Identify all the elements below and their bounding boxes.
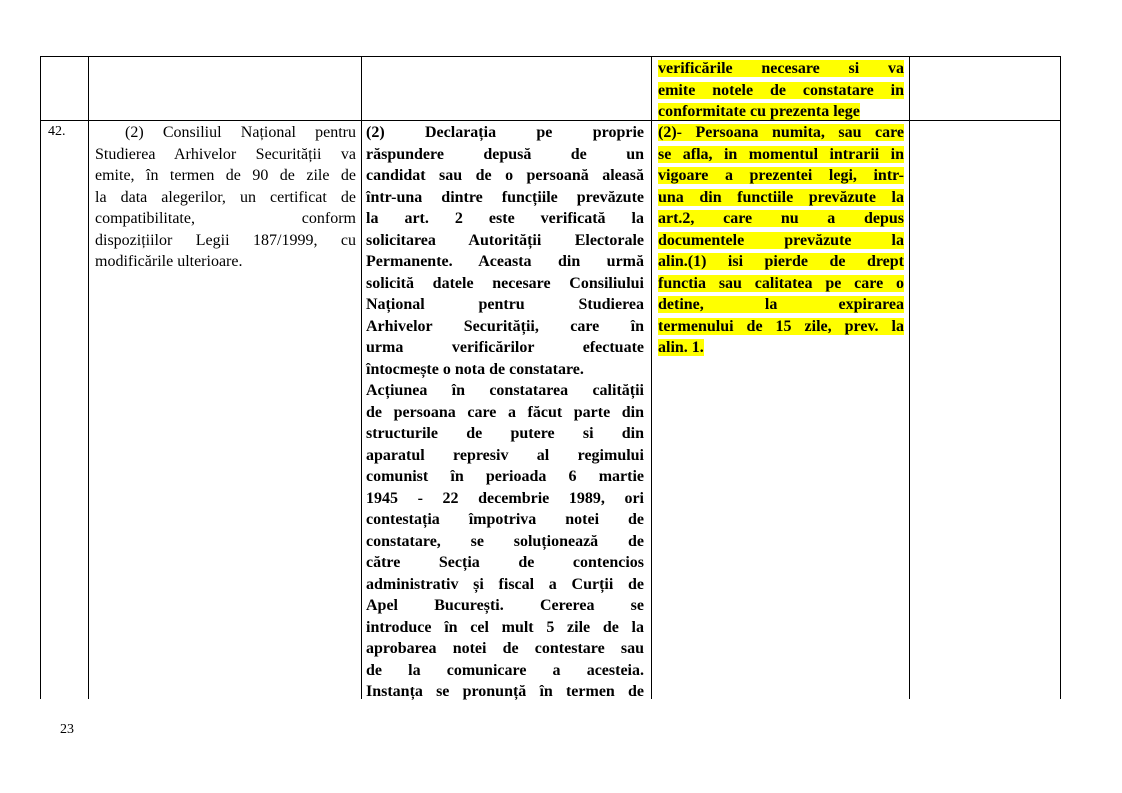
text-line: solicită datele necesare Consiliului bbox=[366, 274, 644, 292]
text-line: Instanța se pronunță în termen de bbox=[366, 683, 644, 700]
text-line: Permanente. Aceasta din urmă bbox=[366, 253, 644, 270]
text-line: contestația împotriva notei de bbox=[366, 511, 644, 528]
text-line: dispozițiilor Legii 187/1999, cu bbox=[95, 231, 356, 249]
text-line: conformitate cu prezenta lege bbox=[658, 103, 860, 120]
text-line: către Secția de contencios bbox=[366, 554, 644, 571]
text-line: se afla, in momentul intrarii in bbox=[658, 145, 904, 163]
text-line: solicitarea Autorității Electorale bbox=[366, 231, 644, 249]
text-line: la data alegerilor, un certificat de bbox=[95, 188, 356, 206]
text-line: emite notele de constatare in bbox=[658, 81, 904, 99]
text-line: alin.(1) isi pierde de drept bbox=[658, 253, 904, 270]
text-line: emite, în termen de 90 de zile de bbox=[95, 167, 356, 184]
text-line: întocmește o nota de constatare. bbox=[366, 360, 584, 378]
table-left-border bbox=[40, 56, 41, 699]
text-line: documentele prevăzute la bbox=[658, 231, 904, 249]
current-law-text bbox=[95, 122, 356, 273]
column-divider-3 bbox=[651, 56, 652, 699]
text-line: verificările necesare si va bbox=[658, 60, 904, 77]
text-line: (2) Consiliul Național pentru bbox=[125, 124, 356, 141]
text-line: Apel București. Cererea se bbox=[366, 597, 644, 614]
text-line: (2)- Persoana numita, sau care bbox=[658, 124, 904, 141]
text-line: termenului de 15 zile, prev. la bbox=[658, 317, 904, 335]
proposal-text bbox=[658, 122, 904, 359]
page-number: 23 bbox=[60, 722, 74, 737]
text-line: Național pentru Studierea bbox=[366, 296, 644, 313]
text-line: urma verificărilor efectuate bbox=[366, 339, 644, 356]
text-line: Arhivelor Securității, care în bbox=[366, 317, 644, 335]
text-line: candidat sau de o persoană aleasă bbox=[366, 167, 644, 184]
text-line: Studierea Arhivelor Securității va bbox=[95, 145, 356, 163]
text-line: de la comunicare a acesteia. bbox=[366, 661, 644, 679]
text-line: structurile de putere si din bbox=[366, 425, 644, 442]
text-line: 1945 - 22 decembrie 1989, ori bbox=[366, 489, 644, 507]
text-line: administrativ și fiscal a Curții de bbox=[366, 575, 644, 593]
text-line: detine, la expirarea bbox=[658, 296, 904, 313]
text-line: introduce în cel mult 5 zile de la bbox=[366, 618, 644, 636]
text-line: într-una dintre funcțiile prevăzute bbox=[366, 188, 644, 206]
table-right-border bbox=[1060, 56, 1061, 699]
table-top-rule bbox=[40, 56, 1061, 57]
row-number: 42. bbox=[48, 124, 66, 139]
text-line: constatare, se soluționează de bbox=[366, 532, 644, 550]
text-line: una din functiile prevăzute la bbox=[658, 188, 904, 206]
text-line: de persoana care a făcut parte din bbox=[366, 403, 644, 421]
text-line: Acțiunea în constatarea calității bbox=[366, 382, 644, 399]
column-divider-1 bbox=[88, 56, 89, 699]
text-line: functia sau calitatea pe care o bbox=[658, 274, 904, 292]
column-divider-2 bbox=[361, 56, 362, 699]
text-line: alin. 1. bbox=[658, 339, 704, 356]
text-line: comunist în perioada 6 martie bbox=[366, 468, 644, 485]
text-line: art.2, care nu a depus bbox=[658, 210, 904, 227]
text-line: aparatul represiv al regimului bbox=[366, 446, 644, 464]
text-line: aprobarea notei de contestare sau bbox=[366, 640, 644, 657]
amendment-text bbox=[366, 122, 644, 703]
text-line: compatibilitate, conform bbox=[95, 210, 356, 227]
row-separator bbox=[40, 120, 1061, 121]
text-line: (2) Declarația pe proprie bbox=[366, 124, 644, 141]
column-divider-4 bbox=[909, 56, 910, 699]
text-line: modificările ulterioare. bbox=[95, 253, 243, 270]
text-line: răspundere depusă de un bbox=[366, 145, 644, 163]
continuation-proposal-text bbox=[658, 58, 904, 123]
text-line: vigoare a prezentei legi, intr- bbox=[658, 167, 904, 184]
text-line: la art. 2 este verificată la bbox=[366, 210, 644, 227]
